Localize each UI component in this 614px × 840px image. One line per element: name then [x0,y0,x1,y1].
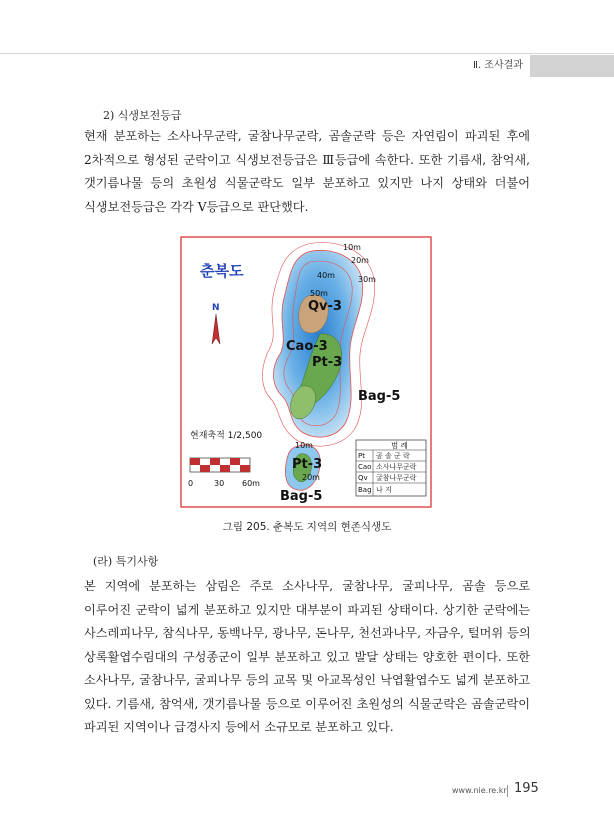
footer-url: www.nie.re.kr [452,786,507,795]
paragraph-conservation-grade [84,125,530,219]
paragraph-line: 식생보전등급은 각각 Ⅴ등급으로 판단했다. [84,199,309,214]
paragraph-line: 소사나무, 굴참나무, 굴피나무 등의 교목 및 아교목성인 낙엽활엽수도 넓게 분포하고 [84,673,530,687]
legend-name: 소사나무군락 [376,463,417,471]
community-label: Cao-3 [286,339,328,354]
legend-code: Qv [358,474,368,482]
community-label: Qv-3 [308,299,342,314]
community-label: Pt-3 [312,355,343,370]
paragraph-line: 사스레피나무, 참식나무, 동백나무, 광나무, 돈나무, 천선과나무, 자금우, 털머위 등의 [84,626,531,640]
contour-label: 10m [295,441,313,450]
scale-tick: 0 [188,479,194,488]
contour-label: 20m [351,256,369,265]
header-bar [530,55,614,77]
paragraph-special-notes [84,575,530,740]
paragraph-line: 현재 분포하는 소사나무군락, 굴참나무군락, 곰솔군락 등은 자연림이 파괴된 후에 [84,129,530,143]
legend-name: 곰 솔 군 락 [376,452,410,460]
paragraph-line: 2차적으로 형성된 군락이고 식생보전등급은 Ⅲ등급에 속한다. 또한 기름새, 참억새, [84,152,530,167]
vegetation-map [180,236,432,508]
paragraph-line: 상록활엽수림대의 구성종군이 일부 분포하고 있고 발달 상태는 양호한 편이다. 또한 [84,649,530,664]
map-legend [356,440,426,496]
contour-label: 10m [343,243,361,252]
header-rule [0,53,614,54]
legend-title: 범 례 [391,441,408,450]
paragraph-line: 본 지역에 분포하는 삼림은 주로 소사나무, 굴참나무, 굴피나무, 곰솔 등으로 [84,579,530,593]
legend-code: Bag [358,486,372,494]
contour-label: 30m [358,275,376,284]
figure-caption: 그림 205. 춘복도 지역의 현존식생도 [222,521,392,533]
footer-divider [507,785,508,797]
chapter-label: Ⅱ. 조사결과 [473,60,523,71]
legend-code: Pt [358,452,365,460]
contour-label: 40m [317,271,335,280]
paragraph-line: 있다. 기름새, 참억새, 갯기름나물 등으로 이루어진 초원성의 식물군락은 곰솔군락이 [84,696,530,711]
legend-name: 굴참나무군락 [376,474,417,482]
scale-label: 현재축적 1/2,500 [190,431,263,441]
section-title: 2) 식생보전등급 [103,109,182,122]
scale-tick: 60m [242,479,260,488]
legend-name: 나 지 [376,486,392,494]
map-title: 춘복도 [200,262,244,280]
contour-label: 20m [302,473,320,482]
paragraph-line: 파괴된 지역이나 급경사지 등에서 소규모로 분포하고 있다. [84,720,394,734]
paragraph-line: 갯기름나물 등의 초원성 식물군락도 일부 분포하고 있지만 나지 상태와 더불어 [84,176,530,190]
community-label: Bag-5 [280,489,323,504]
north-label: N [212,303,220,313]
contour-label: 50m [310,289,328,298]
community-label: Bag-5 [358,389,401,404]
community-label: Pt-3 [292,457,323,472]
legend-code: Cao [358,463,372,471]
paragraph-line: 이루어진 군락이 넓게 분포하고 있지만 대부분이 파괴된 상태이다. 상기한 군락에는 [84,602,530,617]
page-number: 195 [514,781,539,796]
section-title: (라) 특기사항 [93,555,159,568]
scale-bar [190,458,250,472]
scale-tick: 30 [214,479,225,488]
